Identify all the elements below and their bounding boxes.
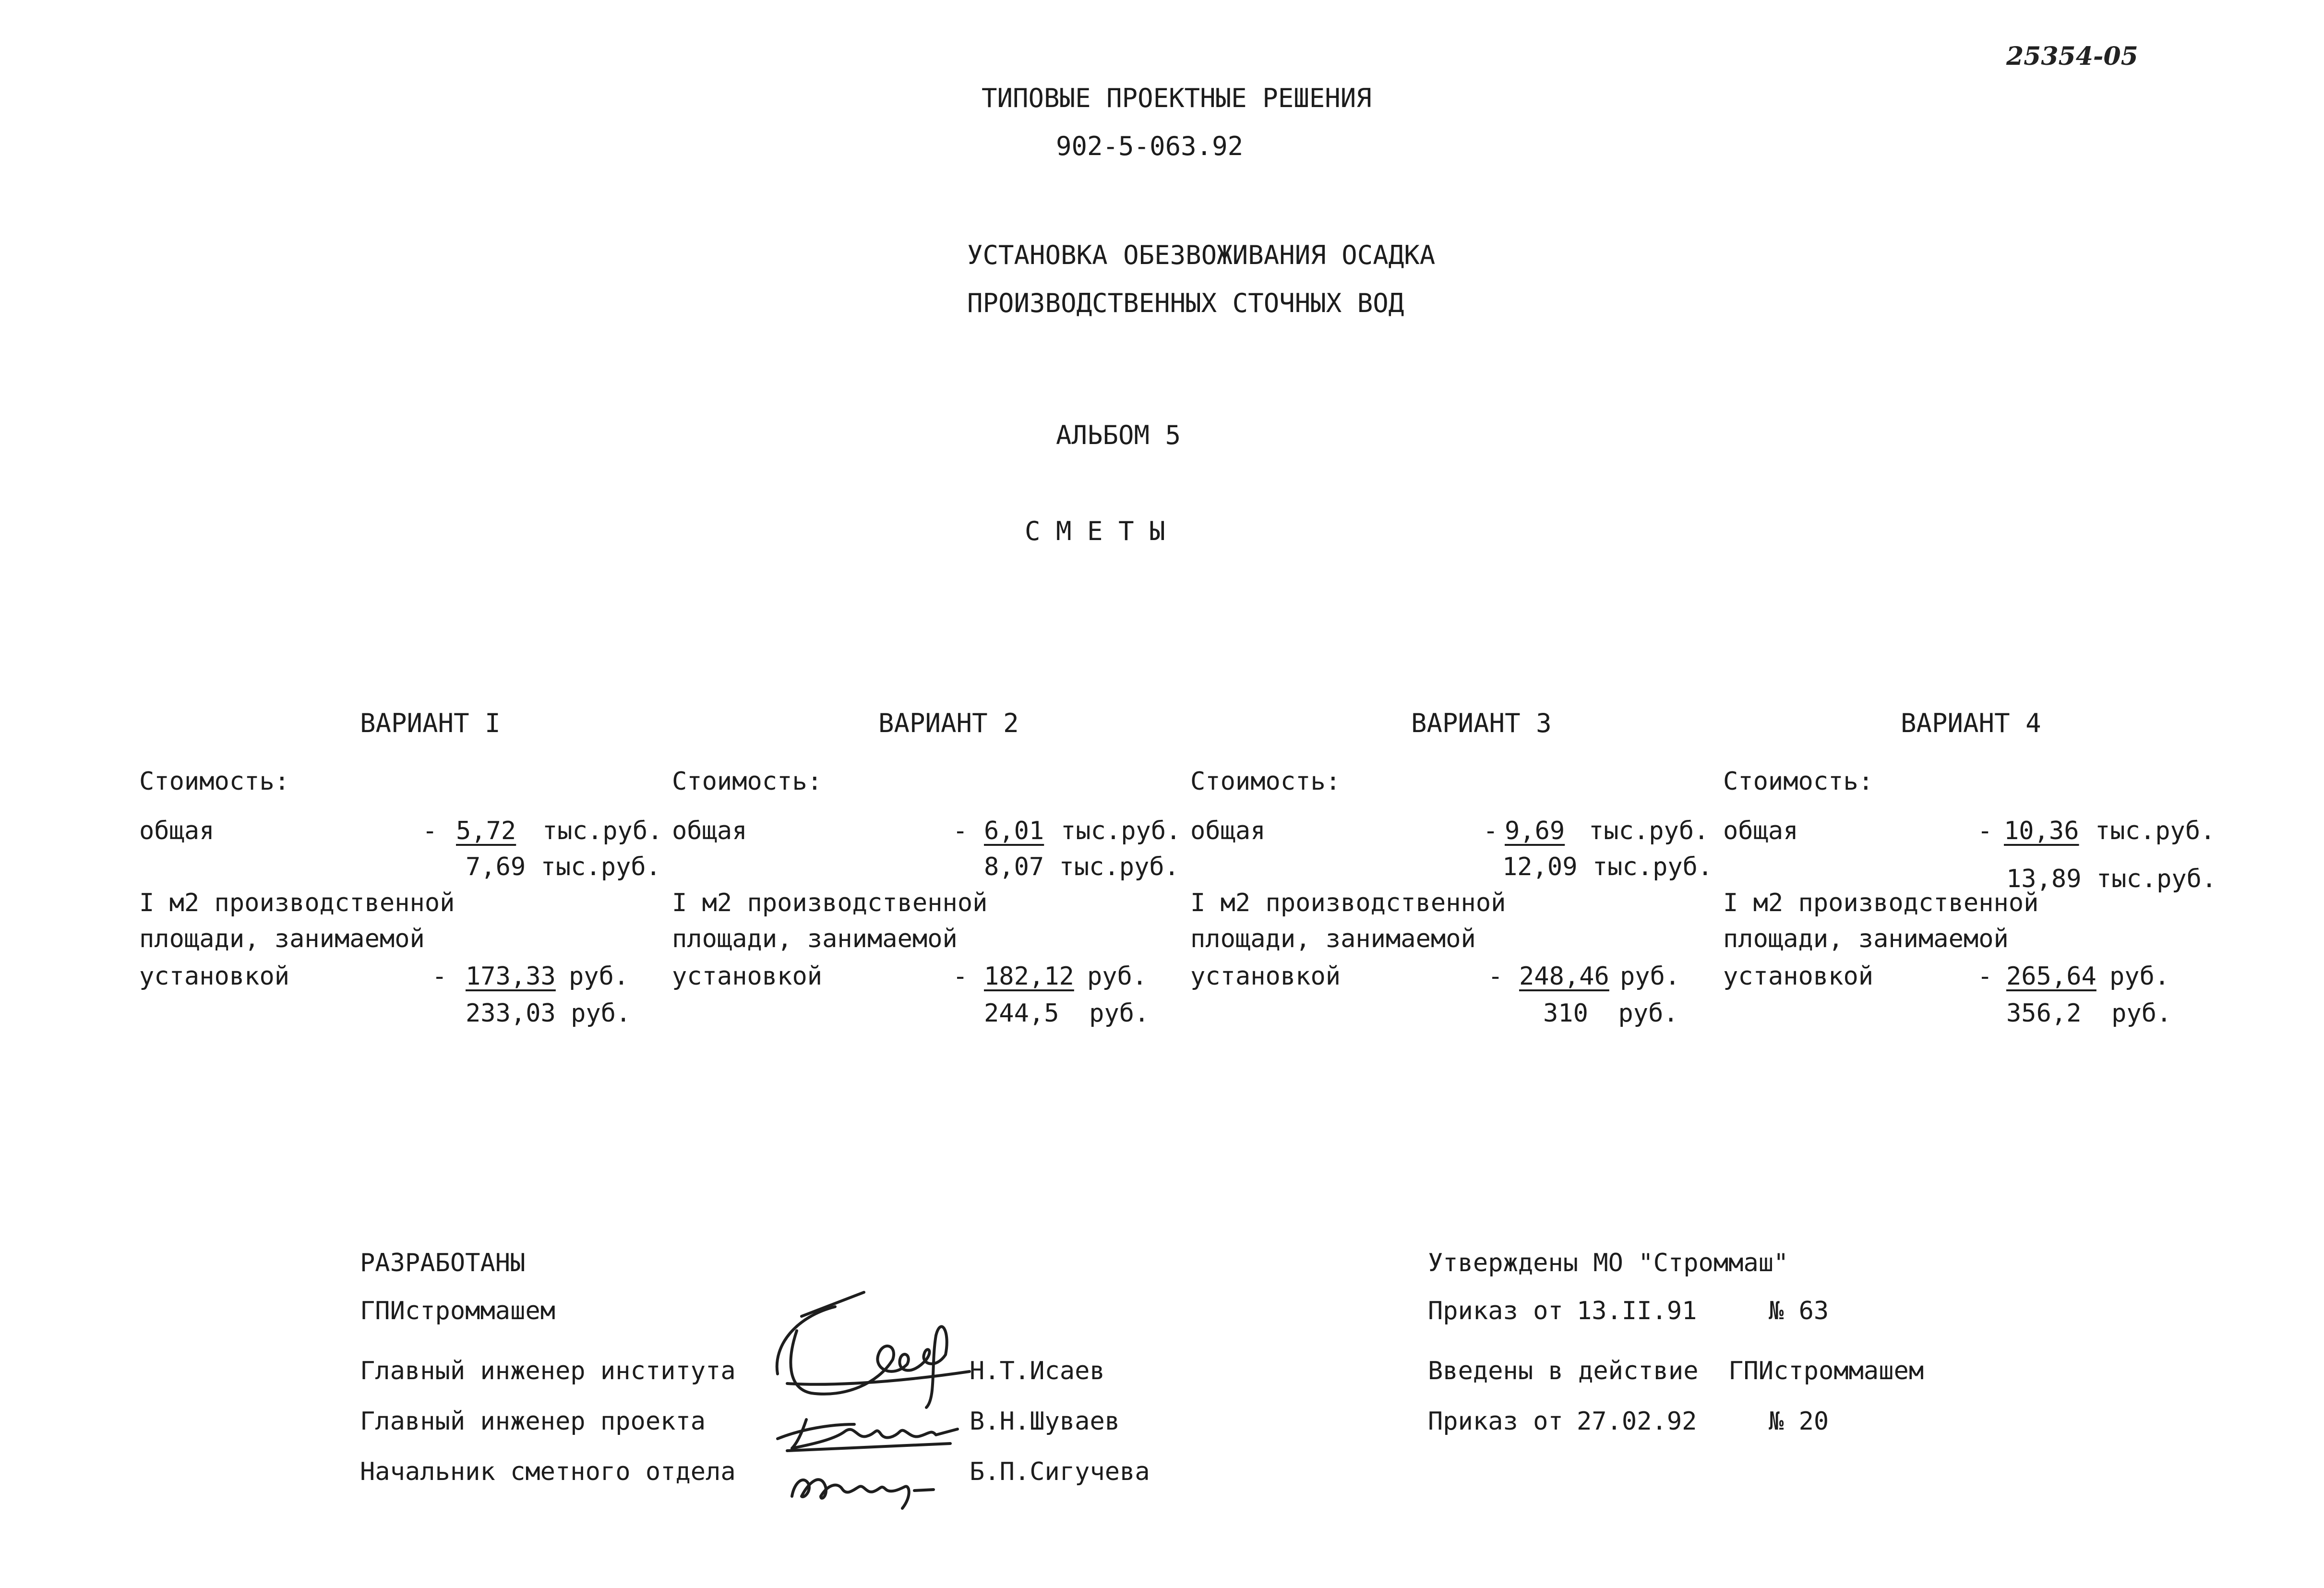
enacted-by: Введены в действие ГПИстроммашем xyxy=(1428,1357,1924,1385)
variant-1-area-dash: - xyxy=(432,962,462,991)
variant-4-area-value-2: 356,2 руб. xyxy=(2006,999,2172,1028)
variant-4-area-line-3: установкой xyxy=(1723,962,1874,991)
variant-1-area-line-3: установкой xyxy=(139,962,290,991)
variant-4-area-dash: - xyxy=(1977,962,2008,991)
variant-3-area-dash: - xyxy=(1488,962,1518,991)
variant-4-total-value: 10,36 xyxy=(2004,817,2079,845)
variant-3-area-line-2: площади, занимаемой xyxy=(1190,925,1476,953)
order-1-date: 13.II.91 xyxy=(1577,1297,1697,1325)
variant-3-total-value: 9,69 xyxy=(1505,817,1565,845)
variant-3-area-unit: руб. xyxy=(1620,962,1680,991)
name-chief-engineer-institute: Н.Т.Исаев xyxy=(970,1357,1105,1385)
variant-1-area-value-2: 233,03 руб. xyxy=(466,999,631,1028)
variant-1-total-value: 5,72 xyxy=(456,817,516,845)
variant-4-area-value: 265,64 xyxy=(2006,962,2096,991)
variant-4-area-line-2: площади, занимаемой xyxy=(1723,925,2009,953)
order-2-number: № 20 xyxy=(1769,1407,1829,1436)
variant-1-area-line-1: I м2 производственной xyxy=(139,889,455,917)
variant-2-area-line-1: I м2 производственной xyxy=(672,889,988,917)
variant-2-cost-label: Стоимость: xyxy=(672,767,823,796)
variant-1-total-dash: - xyxy=(422,817,453,845)
variant-2-area-value: 182,12 xyxy=(984,962,1074,991)
variant-4-area-line-1: I м2 производственной xyxy=(1723,889,2039,917)
variant-2-total-value-2: 8,07 тыс.руб. xyxy=(984,853,1179,881)
variant-3-area-line-1: I м2 производственной xyxy=(1190,889,1506,917)
variant-3-total-unit: тыс.руб. xyxy=(1589,817,1709,845)
variant-4-area-unit: руб. xyxy=(2109,962,2170,991)
document-number: 25354-05 xyxy=(2006,42,2138,71)
variant-4-total-value-2: 13,89 тыс.руб. xyxy=(2006,865,2217,893)
role-chief-engineer-institute: Главный инженер института xyxy=(360,1357,736,1385)
album-label: АЛЬБОМ 5 xyxy=(1056,420,1181,450)
variant-1-total-value-2: 7,69 тыс.руб. xyxy=(466,853,661,881)
variant-3-area-value-2: 310 руб. xyxy=(1543,999,1678,1028)
variant-4-total-label: общая xyxy=(1723,817,1798,845)
variant-3-total-label: общая xyxy=(1190,817,1266,845)
variant-2-area-line-3: установкой xyxy=(672,962,823,991)
variant-2-title: ВАРИАНТ 2 xyxy=(878,708,1019,738)
variant-4-title: ВАРИАНТ 4 xyxy=(1901,708,2041,738)
variant-2-total-label: общая xyxy=(672,817,747,845)
developer-org: ГПИстроммашем xyxy=(360,1297,555,1325)
order-2-date: 27.02.92 xyxy=(1577,1407,1697,1436)
role-chief-engineer-project: Главный инженер проекта xyxy=(360,1407,706,1436)
variant-2-total-dash: - xyxy=(953,817,983,845)
title-line-1: УСТАНОВКА ОБЕЗВОЖИВАНИЯ ОСАДКА xyxy=(967,240,1436,270)
series-heading: ТИПОВЫЕ ПРОЕКТНЫЕ РЕШЕНИЯ xyxy=(982,83,1372,113)
variant-2-area-unit: руб. xyxy=(1087,962,1148,991)
variant-1-cost-label: Стоимость: xyxy=(139,767,290,796)
order-1-label: Приказ от xyxy=(1428,1297,1563,1325)
variant-3-total-dash: - xyxy=(1483,817,1513,845)
developer-label: РАЗРАБОТАНЫ xyxy=(360,1249,526,1277)
variant-3-area-line-3: установкой xyxy=(1190,962,1341,991)
variant-1-area-unit: руб. xyxy=(569,962,629,991)
variant-2-area-value-2: 244,5 руб. xyxy=(984,999,1150,1028)
name-chief-engineer-project: В.Н.Шуваев xyxy=(970,1407,1120,1436)
variant-1-title: ВАРИАНТ I xyxy=(360,708,501,738)
variant-1-total-unit: тыс.руб. xyxy=(542,817,663,845)
variant-1-area-value: 173,33 xyxy=(466,962,556,991)
name-head-estimates: Б.П.Сигучева xyxy=(970,1457,1150,1486)
variant-2-area-dash: - xyxy=(953,962,983,991)
variant-1-area-line-2: площади, занимаемой xyxy=(139,925,425,953)
variant-3-cost-label: Стоимость: xyxy=(1190,767,1341,796)
variant-4-total-unit: тыс.руб. xyxy=(2095,817,2216,845)
variant-2-area-line-2: площади, занимаемой xyxy=(672,925,958,953)
order-2-label: Приказ от xyxy=(1428,1407,1563,1436)
section-title: С М Е Т Ы xyxy=(1025,516,1165,546)
variant-3-area-value: 248,46 xyxy=(1519,962,1609,991)
order-1-number: № 63 xyxy=(1769,1297,1829,1325)
signature-sigucheva xyxy=(782,1447,941,1523)
variant-3-total-value-2: 12,09 тыс.руб. xyxy=(1502,853,1713,881)
approved-by: Утверждены МО "Строммаш" xyxy=(1428,1249,1789,1277)
role-head-estimates: Начальник сметного отдела xyxy=(360,1457,736,1486)
variant-4-total-dash: - xyxy=(1977,817,2008,845)
variant-2-total-value: 6,01 xyxy=(984,817,1044,845)
variant-1-total-label: общая xyxy=(139,817,215,845)
variant-4-cost-label: Стоимость: xyxy=(1723,767,1874,796)
title-line-2: ПРОИЗВОДСТВЕННЫХ СТОЧНЫХ ВОД xyxy=(967,288,1404,318)
project-code: 902-5-063.92 xyxy=(1056,131,1244,161)
variant-3-title: ВАРИАНТ 3 xyxy=(1411,708,1552,738)
variant-2-total-unit: тыс.руб. xyxy=(1061,817,1181,845)
